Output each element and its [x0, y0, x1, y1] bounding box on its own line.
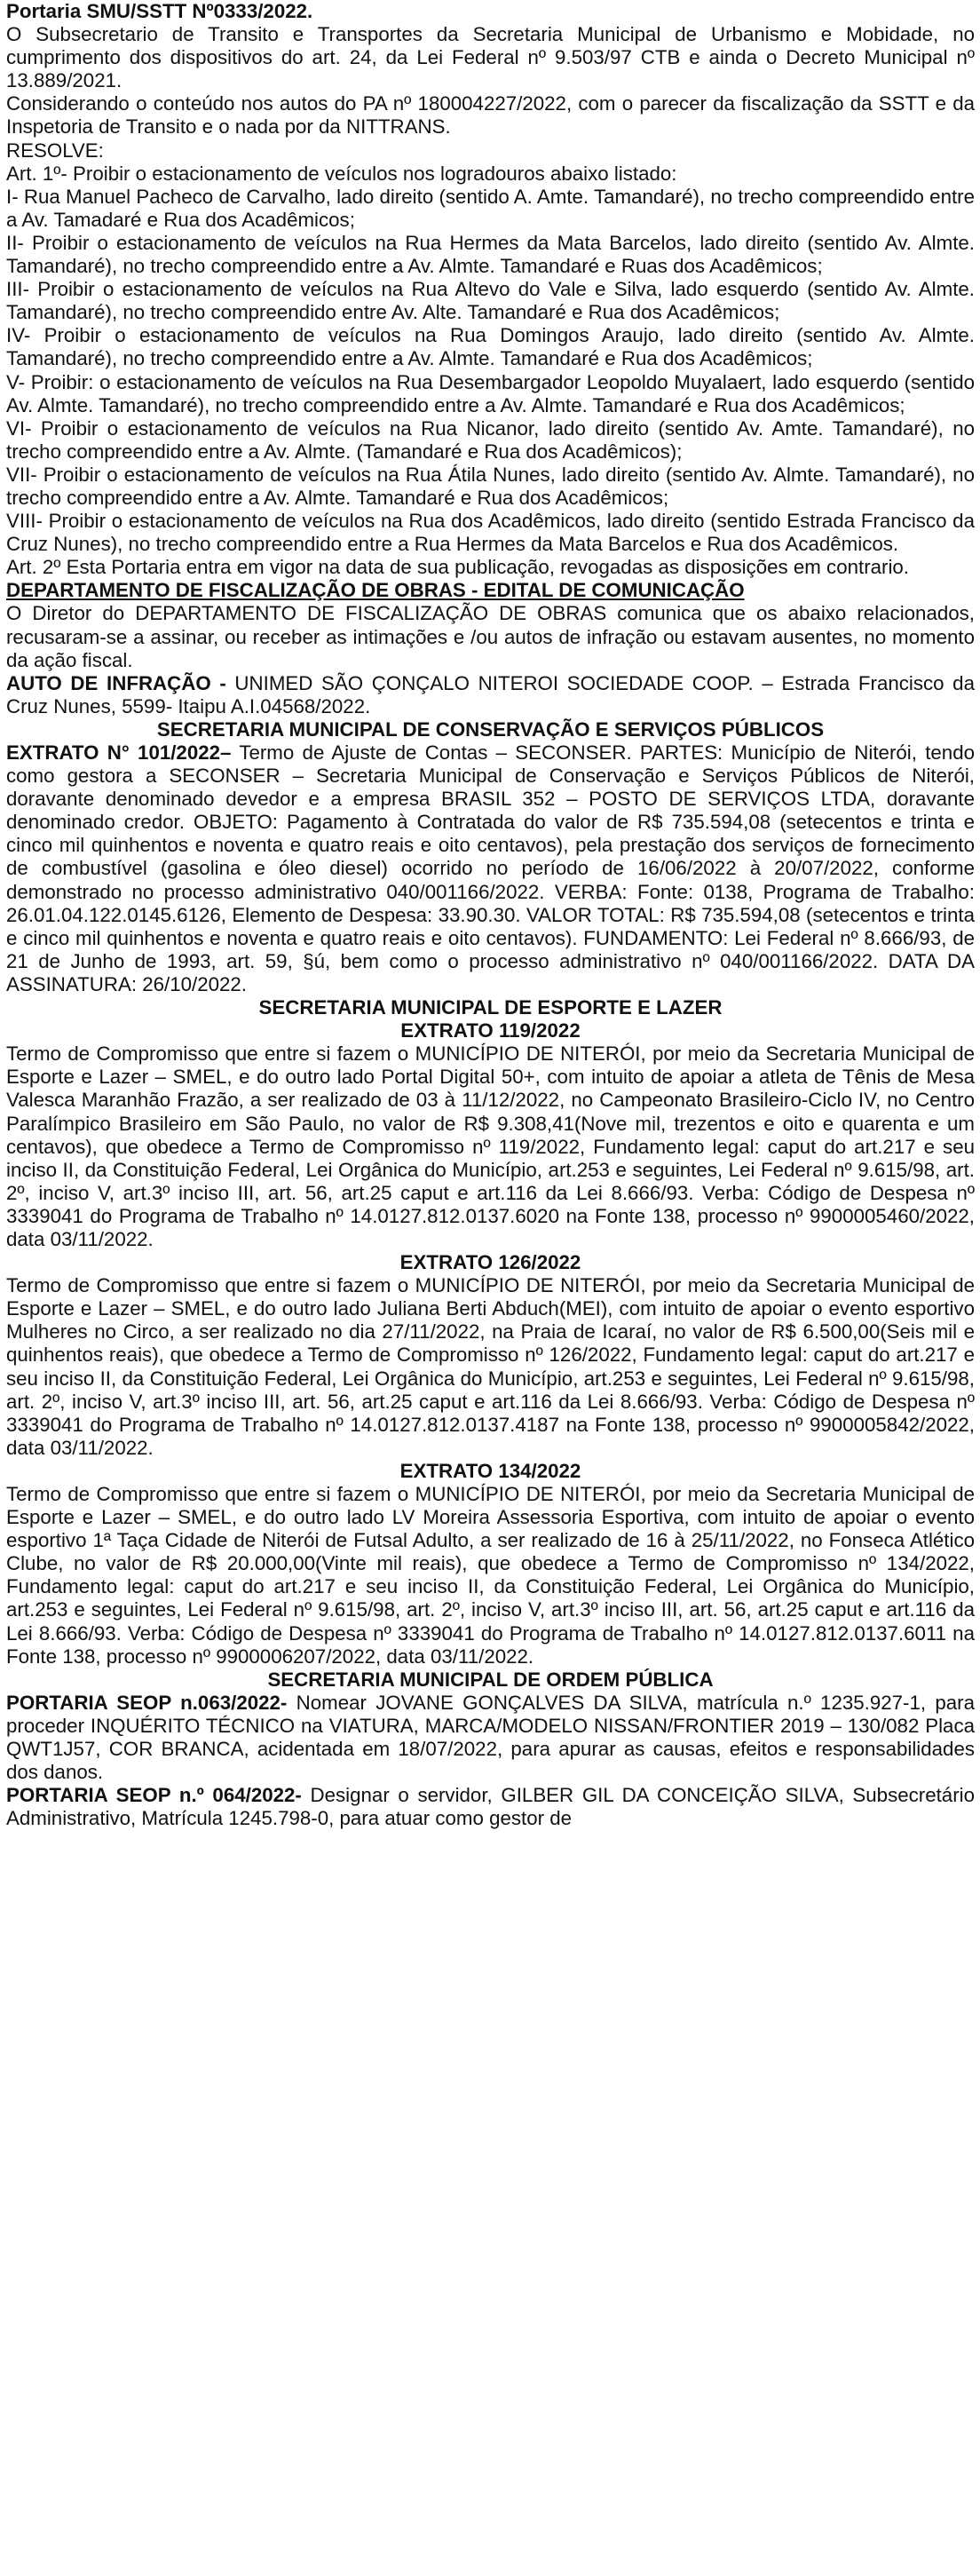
obras-body: O Diretor do DEPARTAMENTO DE FISCALIZAÇÃO DE OBRAS comunica que os abaixo relacionados, recusaram-se a assinar, ou receber as intimações e /ou autos de infração ou estavam ausentes, no momento da ação fiscal.	[6, 602, 975, 671]
extrato-text: Termo de Compromisso que entre si fazem o MUNICÍPIO DE NITERÓI, por meio da Secretaria Municipal de Esporte e Lazer – SMEL, e do outro lado Juliana Berti Abduch(MEI), com intuito de apoiar o evento esportivo Mulheres no Circo, a ser realizado no dia 27/11/2022, na Praia de Icaraí, no valor de R$ 6.500,00(Seis mil e quinhentos reais), que obedece a Termo de Compromisso nº 126/2022, Fundamento legal: caput do art.217 e seu inciso II, da Constituição Federal, Lei Orgânica do Município, art.253 e seguintes, Lei Federal nº 9.615/98, art. 2º, inciso V, art.3º inciso III, art. 56, art.25 caput e art.116 da Lei 8.666/93. Verba: Código de Despesa nº 3339041 do Programa de Trabalho nº 14.0127.812.0137.4187 na Fonte 138, processo nº 9900005842/2022, data 03/11/2022.	[6, 1274, 975, 1459]
portaria-art2: Art. 2º Esta Portaria entra em vigor na data de sua publicação, revogadas as disposições em contrario.	[6, 556, 910, 579]
conservacao-extrato	[6, 741, 975, 996]
extrato-title: EXTRATO 119/2022	[400, 1019, 581, 1042]
portaria-smu-section	[6, 0, 975, 579]
esporte-section	[6, 996, 975, 1668]
obras-auto-infracao	[6, 672, 975, 718]
extrato-101-label: EXTRATO N° 101/2022–	[6, 741, 232, 764]
portaria-seop-063-text: Nomear JOVANE GONÇALVES DA SILVA, matrícula n.º 1235.927-1, para proceder INQUÉRITO TÉCNICO na VIATURA, MARCA/MODELO NISSAN/FRONTIER 2019 – 130/082 Placa QWT1J57, COR BRANCA, acidentada em 18/07/2022, para apurar as causas, efeitos e responsabilidades dos danos.	[6, 1691, 975, 1784]
ordem-publica-section	[6, 1668, 975, 1831]
portaria-considerando: Considerando o conteúdo nos autos do PA nº 180004227/2022, com o parecer da fiscalização da SSTT e da Inspetoria de Transito e o nada por da NITTRANS.	[6, 92, 975, 139]
portaria-item-2: II- Proibir o estacionamento de veículos na Rua Hermes da Mata Barcelos, lado direito (sentido Av. Almte. Tamandaré), no trecho compreendido entre a Av. Almte. Tamandaré e Ruas dos Acadêmicos;	[6, 231, 975, 278]
portaria-item-8: VIII- Proibir o estacionamento de veículos na Rua dos Acadêmicos, lado direito (sentido Estrada Francisco da Cruz Nunes), no trecho compreendido entre a Rua Hermes da Mata Barcelos e Rua dos Acadêmicos.	[6, 510, 975, 556]
extrato-title: EXTRATO 126/2022	[399, 1251, 581, 1274]
obras-section	[6, 579, 975, 718]
conservacao-section	[6, 718, 975, 996]
extrato-text: Termo de Compromisso que entre si fazem o MUNICÍPIO DE NITERÓI, por meio da Secretaria Municipal de Esporte e Lazer – SMEL, e do outro lado Portal Digital 50+, com intuito de apoiar a atleta de Tênis de Mesa Valesca Maranhão Frazão, a ser realizado de 03 à 11/12/2022, no Campeonato Brasileiro-Ciclo IV, no Centro Paralímpico Brasileiro em São Paulo, no valor de R$ 9.308,41(Nove mil, trezentos e oito e quarenta e um centavos), que obedece a Termo de Compromisso nº 119/2022, Fundamento legal: caput do art.217 e seu inciso II, da Constituição Federal, Lei Orgânica do Município, art.253 e seguintes, Lei Federal nº 9.615/98, art. 2º, inciso V, art.3º inciso III, art. 56, art.25 caput e art.116 da Lei 8.666/93. Verba: Código de Despesa nº 3339041 do Programa de Trabalho nº 14.0127.812.0137.6020 na Fonte 138, processo nº 9900005460/2022, data 03/11/2022.	[6, 1042, 975, 1250]
portaria-art1: Art. 1º- Proibir o estacionamento de veículos nos logradouros abaixo listado:	[6, 162, 677, 185]
portaria-item-3: III- Proibir o estacionamento de veículos na Rua Altevo do Vale e Silva, lado esquerdo (sentido Av. Almte. Tamandaré), no trecho compreendido entre Av. Alte. Tamandaré e Rua dos Acadêmicos;	[6, 278, 975, 324]
portaria-item-7: VII- Proibir o estacionamento de veículos na Rua Átila Nunes, lado direito (sentido Av. Almte. Tamandaré), no trecho compreendido entre a Av. Almte. Tamandaré e Rua dos Acadêmicos;	[6, 463, 975, 509]
auto-infracao-text: UNIMED SÃO ÇONÇALO NITEROI SOCIEDADE COOP. – Estrada Francisco da Cruz Nunes, 5599- Itaipu A.I.04568/2022.	[6, 671, 975, 717]
portaria-smu-title: Portaria SMU/SSTT Nº0333/2022.	[6, 0, 313, 22]
extrato-text: Termo de Compromisso que entre si fazem o MUNICÍPIO DE NITERÓI, por meio da Secretaria Municipal de Esporte e Lazer – SMEL, e do outro lado LV Moreira Assessoria Esportiva, com intuito de apoiar o evento esportivo 1ª Taça Cidade de Niterói de Futsal Adulto, a ser realizado de 16 à 25/11/2022, no Fonseca Atlético Clube, no valor de R$ 20.000,00(Vinte mil reais), que obedece a Termo de Compromisso nº 134/2022, Fundamento legal: caput do art.217 e seu inciso II, da Constituição Federal, Lei Orgânica do Município, art.253 e seguintes, Lei Federal nº 9.615/98, art. 2º, inciso V, art.3º inciso III, art. 56, art.25 caput e art.116 da Lei 8.666/93. Verba: Código de Despesa nº 3339041 do Programa de Trabalho nº 14.0127.812.0137.6011 na Fonte 138, processo nº 9900006207/2022, data 03/11/2022.	[6, 1483, 975, 1668]
portaria-item-6: VI- Proibir o estacionamento de veículos na Rua Nicanor, lado direito (sentido Av. Amte. Tamandaré), no trecho compreendido entre a Av. Almte. (Tamandaré e Rua dos Acadêmicos);	[6, 416, 975, 463]
ordem-publica-heading: SECRETARIA MUNICIPAL DE ORDEM PÚBLICA	[267, 1668, 714, 1691]
portaria-seop-064-text: Designar o servidor, GILBER GIL DA CONCEIÇÃO SILVA, Subsecretário Administrativo, Matrícula 1245.798-0, para atuar como gestor de	[6, 1784, 975, 1830]
extrato-title: EXTRATO 134/2022	[399, 1459, 581, 1482]
portaria-item-1: I- Rua Manuel Pacheco de Carvalho, lado direito (sentido A. Amte. Tamandaré), no trecho compreendido entre a Av. Tamadaré e Rua dos Acadêmicos;	[6, 185, 975, 231]
conservacao-heading: SECRETARIA MUNICIPAL DE CONSERVAÇÃO E SERVIÇOS PÚBLICOS	[156, 717, 825, 741]
portaria-seop-064	[6, 1784, 975, 1830]
obras-heading: DEPARTAMENTO DE FISCALIZAÇÃO DE OBRAS - EDITAL DE COMUNICAÇÃO	[6, 579, 745, 602]
portaria-item-4: IV- Proibir o estacionamento de veículos na Rua Domingos Araujo, lado direito (sentido Av. Almte. Tamandaré), no trecho compreendido entre a Av. Almte. Tamandaré e Rua dos Acadêmicos;	[6, 324, 975, 370]
portaria-seop-063-label: PORTARIA SEOP n.063/2022-	[6, 1691, 288, 1714]
portaria-resolve: RESOLVE:	[6, 139, 104, 162]
auto-infracao-label: AUTO DE INFRAÇÃO -	[6, 671, 226, 694]
portaria-item-5: V- Proibir: o estacionamento de veículos na Rua Desembargador Leopoldo Muyalaert, lado esquerdo (sentido Av. Almte. Tamandaré), no trecho compreendido entre a Av. Almte. Tamandaré e Rua dos Acadêmicos;	[6, 370, 975, 416]
portaria-seop-063	[6, 1692, 975, 1784]
portaria-seop-064-label: PORTARIA SEOP n.º 064/2022-	[6, 1784, 302, 1807]
portaria-preamble: O Subsecretario de Transito e Transportes da Secretaria Municipal de Urbanismo e Mobidade, no cumprimento dos dispositivos do art. 24, da Lei Federal nº 9.503/97 CTB e ainda o Decreto Municipal nº 13.889/2021.	[6, 23, 975, 92]
extrato-101-text: Termo de Ajuste de Contas – SECONSER. PARTES: Município de Niterói, tendo como gestora a SECONSER – Secretaria Municipal de Conservação e Serviços Públicos de Niterói, doravante denominado devedor e a empresa BRASIL 352 – POSTO DE SERVIÇOS LTDA, doravante denominado credor. OBJETO: Pagamento à Contratada do valor de R$ 735.594,08 (setecentos e trinta e cinco mil quinhentos e noventa e quatro reais e oito centavos), pela prestação dos serviços de fornecimento de combustível (gasolina e óleo diesel) ocorrido no período de 16/06/2022 à 20/07/2022, conforme demonstrado no processo administrativo 040/001166/2022. VERBA: Fonte: 0138, Programa de Trabalho: 26.01.04.122.0145.6126, Elemento de Despesa: 33.90.30. VALOR TOTAL: R$ 735.594,08 (setecentos e trinta e cinco mil quinhentos e noventa e quatro reais e oito centavos). FUNDAMENTO: Lei Federal nº 8.666/93, de 21 de Junho de 1993, art. 59, §ú, bem como o processo administrativo nº 040/001166/2022. DATA DA ASSINATURA: 26/10/2022.	[6, 741, 976, 995]
esporte-heading: SECRETARIA MUNICIPAL DE ESPORTE E LAZER	[258, 996, 723, 1019]
